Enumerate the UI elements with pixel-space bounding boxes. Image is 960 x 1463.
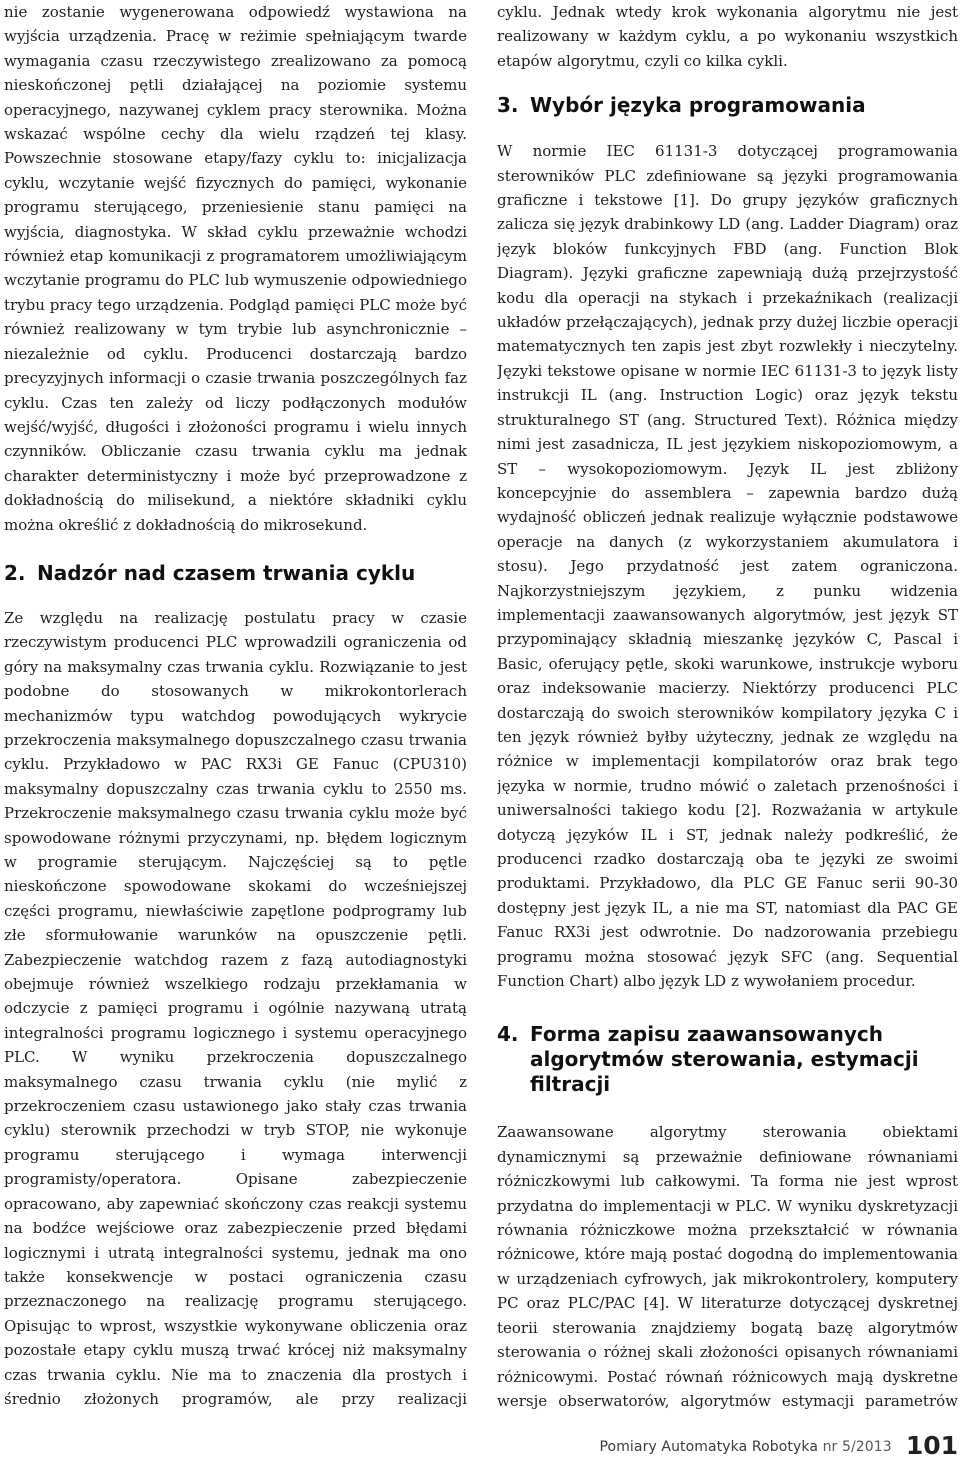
section-number: 2. [4, 560, 26, 585]
section-number: 3. [497, 93, 519, 118]
body-paragraph: W normie IEC 61131-3 dotyczącej programowania sterowników PLC zdefiniowane są języki programowania graficzne i tekstowe [1]. Do grupy języków graficznych zalicza się język drabinkowy LD (ang. Ladder Diagram) oraz język bloków funkcyjnych FBD (ang. Function Blok Diagram). Języki graficzne zapewniają dużą przejrzystość kodu dla operacji na stykach i przekaźnikach (realizacji układów przełączających), jednak przy dużej liczbie operacji matematycznych ten zapis jest zbyt rozwlekły i nieczytelny. Języki tekstowe opisane w normie IEC 61131-3 to język listy instrukcji IL (ang. Instruction Logic) oraz język tekstu strukturalnego ST (ang. Structured Text). Różnica między nimi jest zasadnicza, IL jest językiem niskopoziomowym, a ST – wysokopoziomowym. Język IL jest zbliżony koncepcyjnie do assemblera – zapewnia bardzo dużą wydajność obliczeń jednak realizuje wyłącznie podstawowe operacje na danych (z wykorzystaniem akumulatora i stosu). Jego przydatność jest zatem ograniczona. Najkorzystniejszym językiem, z punku widzenia implementacji zaawansowanych algorytmów, jest język ST przypominający składnią mieszankę języków C, Pascal i Basic, oferujący pętle, skoki warunkowe, instrukcje wyboru oraz indeksowanie macierzy. Niektórzy producenci PLC dostarczają do swoich sterowników kompilatory języka C i ten język również byłby użyteczny, jednak ze względu na różnice w implementacji kompilatorów oraz brak tego języka w normie, trudno mówić o zaletach przenośności i uniwersalności takiego kodu [2]. Rozważania w artykule dotyczą języków IL i ST, jednak należy podkreślić, że producenci rzadko dostarczają oba te języki ze swoimi produktami. Przykładowo, dla PLC GE Fanuc serii 90-30 dostępny jest język IL, a nie ma ST, natomiast dla PAC GE Fanuc RX3i jest odwrotnie. Do nadzorowania przebiegu programu można stosować język SFC (ang. Sequential Function Chart) albo język LD z wywołaniem procedur. [497, 142, 958, 991]
journal-name [599, 1438, 891, 1460]
body-paragraph: Ze względu na realizację postulatu pracy w czasie rzeczywistym producenci PLC wprowadzili ograniczenia od góry na maksymalny czas trwania cyklu. Rozwiązanie to jest podobne do stosowanych w mikrokontorlerach mechanizmów typu watchdog powodujących wykrycie przekroczenia maksymalnego dopuszczalnego czasu trwania cyklu. Przykładowo w PAC RX3i GE Fanuc (CPU310) maksymalny dopuszczalny czas trwania cyklu to 2550 ms. Przekroczenie maksymalnego czasu trwania cyklu może być spowodowane różnymi przyczynami, np. błędem logicznym w programie sterującym. Najczęściej są to pętle nieskończone spowodowane skokami do wcześniejszej części programu, niewłaściwie zapętlone podprogramy lub złe sformułowanie warunków na opuszczenie pętli. Zabezpieczenie watchdog razem z fazą autodiagnostyki obejmuje również wszelkiego rodzaju przekłamania w odczycie z pamięci programu i ogólnie nazywaną utratą integralności programu logicznego i systemu operacyjnego PLC. W wyniku przekroczenia dopuszczalnego maksymalnego czasu trwania cyklu (nie mylić z przekroczeniem czasu ustawionego jako stały czas trwania cyklu) sterownik przechodzi w tryb STOP, nie wykonuje programu sterującego i wymaga interwencji programisty/operatora. Opisane zabezpieczenie opracowano, aby zapewniać skończony czas reakcji systemu na bodźce wejściowe oraz zabezpieczenie przed błędami logicznymi i utratą integralności systemu, jednak ma ono także konsekwencje w postaci ograniczenia czasu przeznaczonego na realizację programu sterującego. Opisując to wprost, wszystkie wykonywane obliczenia oraz pozostałe etapy cyklu muszą trwać krócej niż maksymalny czas trwania cyklu. Nie ma to znaczenia dla prostych i średnio złożonych programów, ale przy realizacji [4, 608, 467, 1408]
body-paragraph: Zaawansowane algorytmy sterowania obiektami dynamicznymi są przeważnie definiowane równaniami różniczkowymi lub całkowymi. Ta forma nie jest wprost przydatna do implementacji w PLC. W wyniku dyskretyzacji równania różniczkowe można przekształcić w równania różnicowe, które mają postać dogodną do implementowania w urządzeniach cyfrowych, jak mikrokontrolery, komputery PC oraz PLC/PAC [4]. W literaturze dotyczącej dyskretnej teorii sterowania znajdziemy bogatą bazę algorytmów sterowania o różnej skali złożoności opisanych równaniami różnicowymi. Postać równań różnicowych mają dyskretne wersje obserwatorów, algorytmów estymacji parametrów [497, 1123, 958, 1410]
right-column [497, 0, 958, 1412]
section-number: 4. [497, 1022, 519, 1047]
section-title: Forma zapisu zaawansowanych algorytmów sterowania, estymacji filtracji [530, 1022, 919, 1097]
journal-title: Pomiary Automatyka Robotyka [599, 1439, 819, 1455]
body-paragraph: cyklu. Jednak wtedy krok wykonania algorytmu nie jest realizowany w każdym cyklu, a po wykonaniu wszystkich etapów algorytmu, czyli co kilka cykli. [497, 3, 958, 70]
issue-number: nr 5/2013 [822, 1439, 892, 1455]
section-title: Wybór języka programowania [530, 93, 866, 118]
section-heading-3 [497, 92, 958, 118]
left-column [4, 0, 467, 1412]
page-footer [596, 1428, 958, 1460]
section-title: Nadzór nad czasem trwania cyklu [37, 560, 416, 585]
body-paragraph: nie zostanie wygenerowana odpowiedź wystawiona na wyjścia urządzenia. Pracę w reżimie spełniającym twarde wymagania czasu rzeczywistego zrealizowano za pomocą nieskończonej pętli działającej na poziomie systemu operacyjnego, nazywanej cyklem pracy sterownika. Można wskazać wspólne cechy dla wielu rządzeń tej klasy. Powszechnie stosowane etapy/fazy cyklu to: inicjalizacja cyklu, wczytanie wejść fizycznych do pamięci, wykonanie programu sterującego, przeniesienie stanu pamięci na wyjścia, diagnostyka. W skład cyklu przeważnie wchodzi również etap komunikacji z programatorem umożliwiającym wczytanie programu do PLC lub wymuszenie odpowiedniego trybu pracy tego urządzenia. Podgląd pamięci PLC może być również realizowany w tym trybie lub asynchronicznie – niezależnie od cyklu. Producenci dostarczają bardzo precyzyjnych informacji o czasie trwania poszczególnych faz cyklu. Czas ten zależy od liczy podłączonych modułów wejść/wyjść, długości i złożoności programu i wielu innych czynników. Obliczanie czasu trwania cyklu ma jednak charakter deterministyczny i może być przeprowadzone z dokładnością do milisekund, a niektóre składniki cyklu można określić z dokładnością do mikrosekund. [4, 3, 467, 534]
page-number: 101 [905, 1431, 958, 1460]
section-heading-2 [4, 560, 467, 586]
section-heading-4 [497, 1022, 958, 1097]
